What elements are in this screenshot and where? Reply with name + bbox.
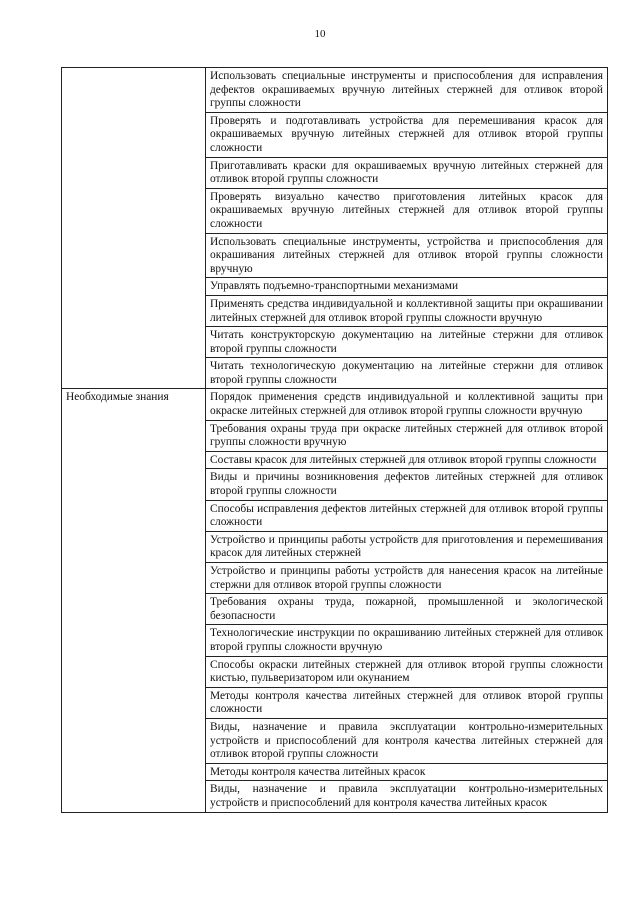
knowledge-item: Способы исправления дефектов литейных стержней для отливок второй группы сложности (206, 500, 608, 531)
skills-item: Управлять подъемно-транспортными механизмами (206, 278, 608, 296)
knowledge-item: Способы окраски литейных стержней для отливок второй группы сложности кистью, пульверизатором или окунанием (206, 656, 608, 687)
knowledge-item: Устройство и принципы работы устройств для нанесения красок на литейные стержни для отливок второй группы сложности (206, 563, 608, 594)
skills-item: Приготавливать краски для окрашиваемых вручную литейных стержней для отливок второй группы сложности (206, 157, 608, 188)
skills-item: Проверять и подготавливать устройства для перемешивания красок для окрашиваемых вручную литейных стержней для отливок второй группы сложности (206, 112, 608, 157)
knowledge-item: Устройство и принципы работы устройств для приготовления и перемешивания красок для литейных стержней (206, 531, 608, 562)
skills-item: Проверять визуально качество приготовления литейных красок для окрашиваемых вручную литейных стержней для отливок второй группы сложности (206, 188, 608, 233)
skills-row (62, 68, 608, 113)
knowledge-row (62, 389, 608, 420)
knowledge-item: Порядок применения средств индивидуальной и коллективной защиты при окраске литейных стержней для отливок второй группы сложности вручную (206, 389, 608, 420)
skills-label-cell (62, 68, 206, 389)
requirements-table-body (62, 68, 608, 813)
knowledge-item: Требования охраны труда, пожарной, промышленной и экологической безопасности (206, 594, 608, 625)
knowledge-item: Методы контроля качества литейных красок (206, 763, 608, 781)
knowledge-item: Составы красок для литейных стержней для отливок второй группы сложности (206, 451, 608, 469)
knowledge-item: Виды и причины возникновения дефектов литейных стержней для отливок второй группы сложности (206, 469, 608, 500)
skills-item: Применять средства индивидуальной и коллективной защиты при окрашивании литейных стержней для отливок второй группы сложности вручную (206, 295, 608, 326)
knowledge-label: Необходимые знания (66, 391, 169, 404)
knowledge-label-cell (62, 389, 206, 812)
page-number: 10 (314, 28, 326, 40)
skills-item: Читать конструкторскую документацию на литейные стержни для отливок второй группы сложности (206, 327, 608, 358)
requirements-table (61, 67, 608, 813)
knowledge-item: Виды, назначение и правила эксплуатации контрольно-измерительных устройств и приспособлений для контроля качества литейных стержней для отливок второй группы сложности (206, 718, 608, 763)
knowledge-item: Методы контроля качества литейных стержней для отливок второй группы сложности (206, 687, 608, 718)
skills-item: Использовать специальные инструменты, устройства и приспособления для окрашивания литейных стержней для отливок второй группы сложности вручную (206, 233, 608, 278)
skills-item: Читать технологическую документацию на литейные стержни для отливок второй группы сложности (206, 358, 608, 389)
knowledge-item: Виды, назначение и правила эксплуатации контрольно-измерительных устройств и приспособлений для контроля качества литейных красок (206, 781, 608, 812)
skills-item: Использовать специальные инструменты и приспособления для исправления дефектов окрашиваемых вручную литейных стержней для отливок второй группы сложности (206, 68, 608, 113)
knowledge-item: Технологические инструкции по окрашиванию литейных стержней для отливок второй группы сложности вручную (206, 625, 608, 656)
knowledge-item: Требования охраны труда при окраске литейных стержней для отливок второй группы сложности вручную (206, 420, 608, 451)
